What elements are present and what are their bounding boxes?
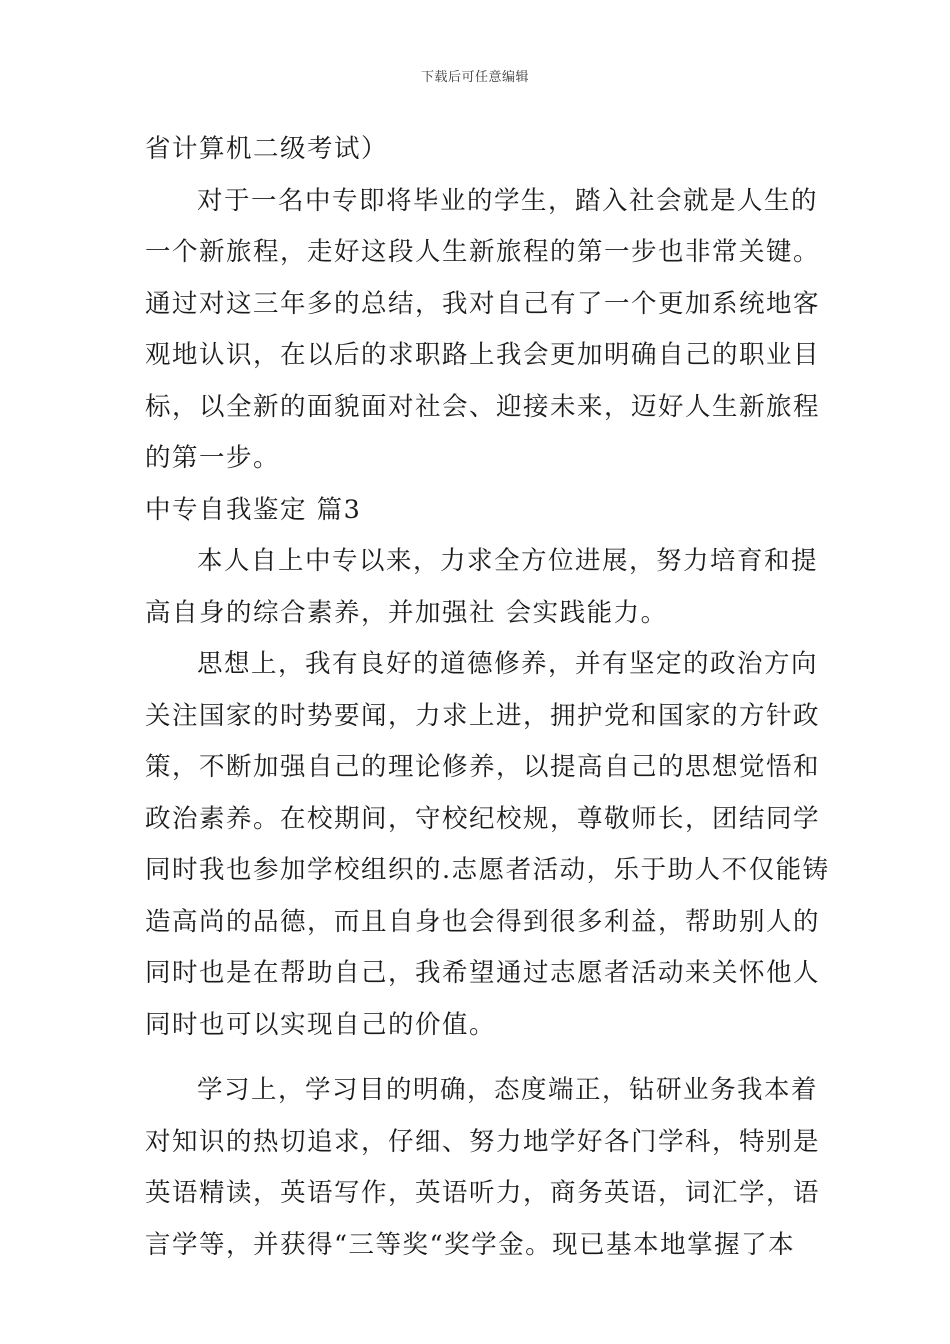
text-line: 策，不断加强自己的理论修养，以提高自己的思想觉悟和 — [145, 752, 821, 782]
text-line: 一个新旅程，走好这段人生新旅程的第一步也非常关键。 — [145, 237, 821, 267]
text-line: 通过对这三年多的总结，我对自己有了一个更加系统地客 — [145, 288, 821, 319]
page-header: 下载后可任意编辑 — [420, 70, 529, 85]
text-line: 高自身的综合素养，并加强社 会实践能力。 — [145, 597, 668, 628]
document-body — [145, 124, 830, 1271]
paragraph-gap — [145, 1051, 807, 1065]
text-line: 对知识的热切追求，仔细、努力地学好各门学科，特别是 — [145, 1126, 821, 1157]
text-line: 言学等，并获得“三等奖“奖学金。现已基本地掌握了本 — [145, 1229, 796, 1260]
text-line: 关注国家的时势要闻，力求上进，拥护党和国家的方针政 — [145, 700, 821, 731]
section-heading: 中专自我鉴定 篇3 — [145, 494, 362, 525]
text-line: 造高尚的品德，而且自身也会得到很多利益，帮助别人的 — [145, 906, 821, 937]
paragraph-start-line: 对于一名中专即将毕业的学生，踏入社会就是人生的 — [197, 185, 819, 216]
text-line: 同时我也参加学校组织的.志愿者活动，乐于助人不仅能铸 — [145, 855, 830, 885]
paragraph-start-line: 本人自上中专以来，力求全方位进展，努力培育和提 — [197, 546, 819, 576]
text-line: 同时也可以实现自己的价值。 — [145, 1009, 497, 1040]
paragraph-start-line: 学习上，学习目的明确，态度端正，钻研业务我本着 — [197, 1075, 819, 1105]
text-line: 观地认识，在以后的求职路上我会更加明确自己的职业目 — [145, 340, 821, 370]
text-line: 标，以全新的面貌面对社会、迎接未来，迈好人生新旅程 — [145, 391, 821, 422]
text-line: 英语精读，英语写作，英语听力，商务英语，词汇学，语 — [145, 1178, 821, 1208]
text-line: 政治素养。在校期间，守校纪校规，尊敬师长，团结同学 — [145, 803, 821, 834]
text-line: 的第一步。 — [145, 443, 281, 473]
paragraph-start-line: 思想上，我有良好的道德修养，并有坚定的政治方向 — [197, 649, 819, 679]
text-line: 同时也是在帮助自己，我希望通过志愿者活动来关怀他人 — [145, 958, 821, 988]
text-line: 省计算机二级考试） — [145, 134, 389, 164]
